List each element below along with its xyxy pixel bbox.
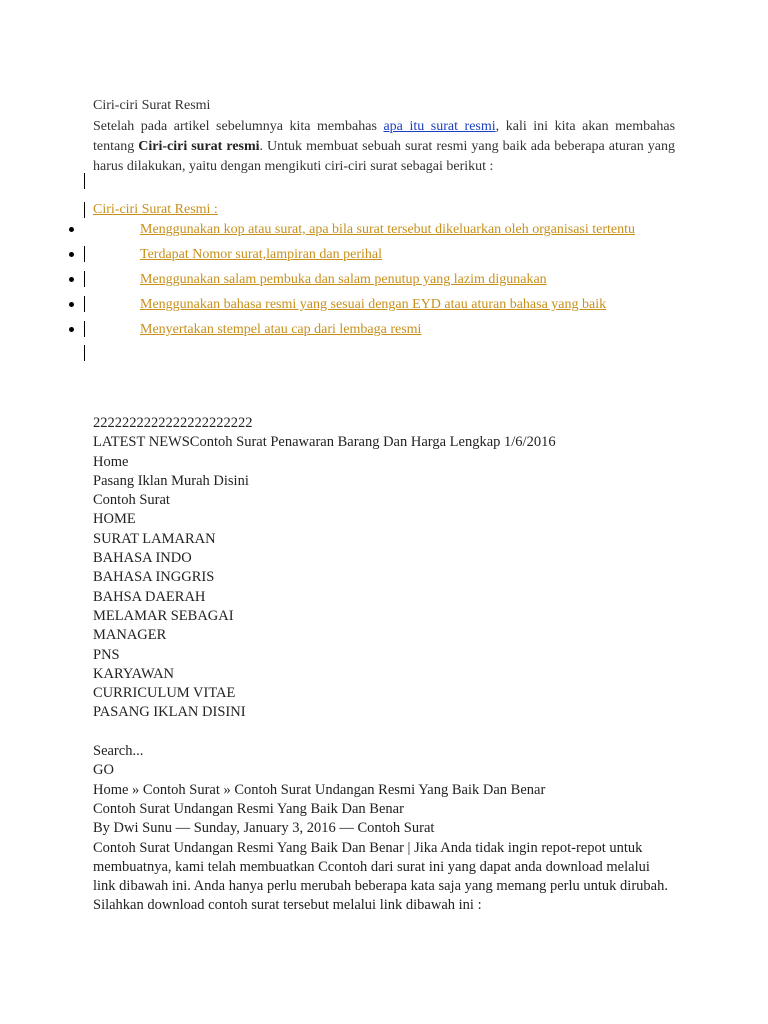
search-input[interactable]: Search... bbox=[93, 743, 144, 760]
list-item[interactable] bbox=[93, 295, 675, 314]
latest-news[interactable]: LATEST NEWSContoh Surat Penawaran Barang Dan Harga Lengkap 1/6/2016 bbox=[93, 434, 556, 451]
bullet-icon bbox=[69, 277, 74, 282]
list-item[interactable] bbox=[93, 220, 675, 239]
bullet-icon bbox=[69, 252, 74, 257]
bullet-icon bbox=[69, 302, 74, 307]
intro-text-2: , kali ini kita akan membahas tentang bbox=[93, 119, 676, 154]
post-meta: By Dwi Sunu — Sunday, January 3, 2016 — Contoh Surat bbox=[93, 820, 435, 837]
article-title: Ciri-ciri Surat Resmi bbox=[93, 98, 211, 113]
list-item-text: Terdapat Nomor surat,lampiran dan perihal bbox=[140, 247, 382, 262]
feature-list bbox=[93, 220, 675, 339]
nav-menu-melamar-sebagai[interactable]: MELAMAR SEBAGAI bbox=[93, 607, 234, 624]
nav-menu-home[interactable]: HOME bbox=[93, 511, 136, 528]
search-go-button[interactable]: GO bbox=[93, 762, 114, 779]
spacer bbox=[93, 723, 673, 742]
intro-text-1: Setelah pada artikel sebelumnya kita membahas bbox=[93, 119, 384, 134]
nav-menu-manager[interactable]: MANAGER bbox=[93, 627, 167, 644]
text-cursor-bar bbox=[84, 173, 85, 189]
list-heading-text: Ciri-ciri Surat Resmi : bbox=[93, 202, 218, 217]
breadcrumb[interactable]: Home » Contoh Surat » Contoh Surat Undangan Resmi Yang Baik Dan Benar bbox=[93, 781, 546, 798]
list-heading[interactable] bbox=[93, 201, 675, 219]
text-cursor-bar bbox=[84, 202, 85, 218]
list-item-text: Menyertakan stempel atau cap dari lembaga resmi bbox=[140, 322, 422, 337]
text-cursor-bar bbox=[84, 296, 85, 312]
list-item[interactable] bbox=[93, 245, 675, 264]
scraped-page-text bbox=[93, 414, 673, 916]
nav-menu-surat-lamaran[interactable]: SURAT LAMARAN bbox=[93, 530, 216, 547]
nav-menu-curriculum-vitae[interactable]: CURRICULUM VITAE bbox=[93, 685, 236, 702]
list-item-text: Menggunakan bahasa resmi yang sesuai dengan EYD atau aturan bahasa yang baik bbox=[140, 297, 607, 312]
list-item-text: Menggunakan salam pembuka dan salam penutup yang lazim digunakan bbox=[140, 272, 547, 287]
text-cursor-bar bbox=[84, 321, 85, 337]
nav-menu-bahasa-daerah[interactable]: BAHSA DAERAH bbox=[93, 588, 206, 605]
nav-menu-bahasa-inggris[interactable]: BAHASA INGGRIS bbox=[93, 569, 215, 586]
nav-menu-pns[interactable]: PNS bbox=[93, 646, 120, 663]
intro-text-3: . Untuk membuat sebuah surat resmi yang baik ada beberapa aturan yang harus dilakukan, yaitu dengan mengikuti ciri-ciri surat sebagai berikut : bbox=[93, 139, 675, 174]
list-item[interactable] bbox=[93, 320, 675, 339]
text-cursor-bar bbox=[84, 345, 85, 361]
bullet-icon bbox=[69, 327, 74, 332]
nav-top-home[interactable]: Home bbox=[93, 453, 129, 470]
post-body: Contoh Surat Undangan Resmi Yang Baik Dan Benar | Jika Anda tidak ingin repot-repot untuk membuatnya, kami telah membuatkan Ccontoh dari surat ini yang dapat anda download melalui link dibawah ini. Anda hanya perlu merubah beberapa kata saja yang memang perlu untuk dirubah. Silahkan download contoh surat tersebut melalui link dibawah ini : bbox=[93, 839, 668, 914]
post-title: Contoh Surat Undangan Resmi Yang Baik Dan Benar bbox=[93, 800, 404, 817]
nav-top-advertise[interactable]: Pasang Iklan Murah Disini bbox=[93, 472, 249, 489]
article-section bbox=[93, 96, 675, 349]
bullet-icon bbox=[69, 227, 74, 232]
article-intro bbox=[93, 117, 675, 177]
list-item-text: Menggunakan kop atau surat, apa bila surat tersebut dikeluarkan oleh organisasi tertentu bbox=[140, 222, 636, 237]
nav-top-contoh-surat[interactable]: Contoh Surat bbox=[93, 492, 170, 509]
nav-menu-karyawan[interactable]: KARYAWAN bbox=[93, 665, 175, 682]
text-cursor-bar bbox=[84, 246, 85, 262]
intro-link[interactable]: apa itu surat resmi bbox=[383, 119, 496, 134]
intro-bold: Ciri-ciri surat resmi bbox=[138, 139, 260, 154]
list-item[interactable] bbox=[93, 270, 675, 289]
nav-menu-pasang-iklan[interactable]: PASANG IKLAN DISINI bbox=[93, 704, 246, 721]
text-cursor-bar bbox=[84, 271, 85, 287]
separator-text: 2222222222222222222222 bbox=[93, 415, 253, 431]
nav-menu-bahasa-indo[interactable]: BAHASA INDO bbox=[93, 550, 192, 567]
